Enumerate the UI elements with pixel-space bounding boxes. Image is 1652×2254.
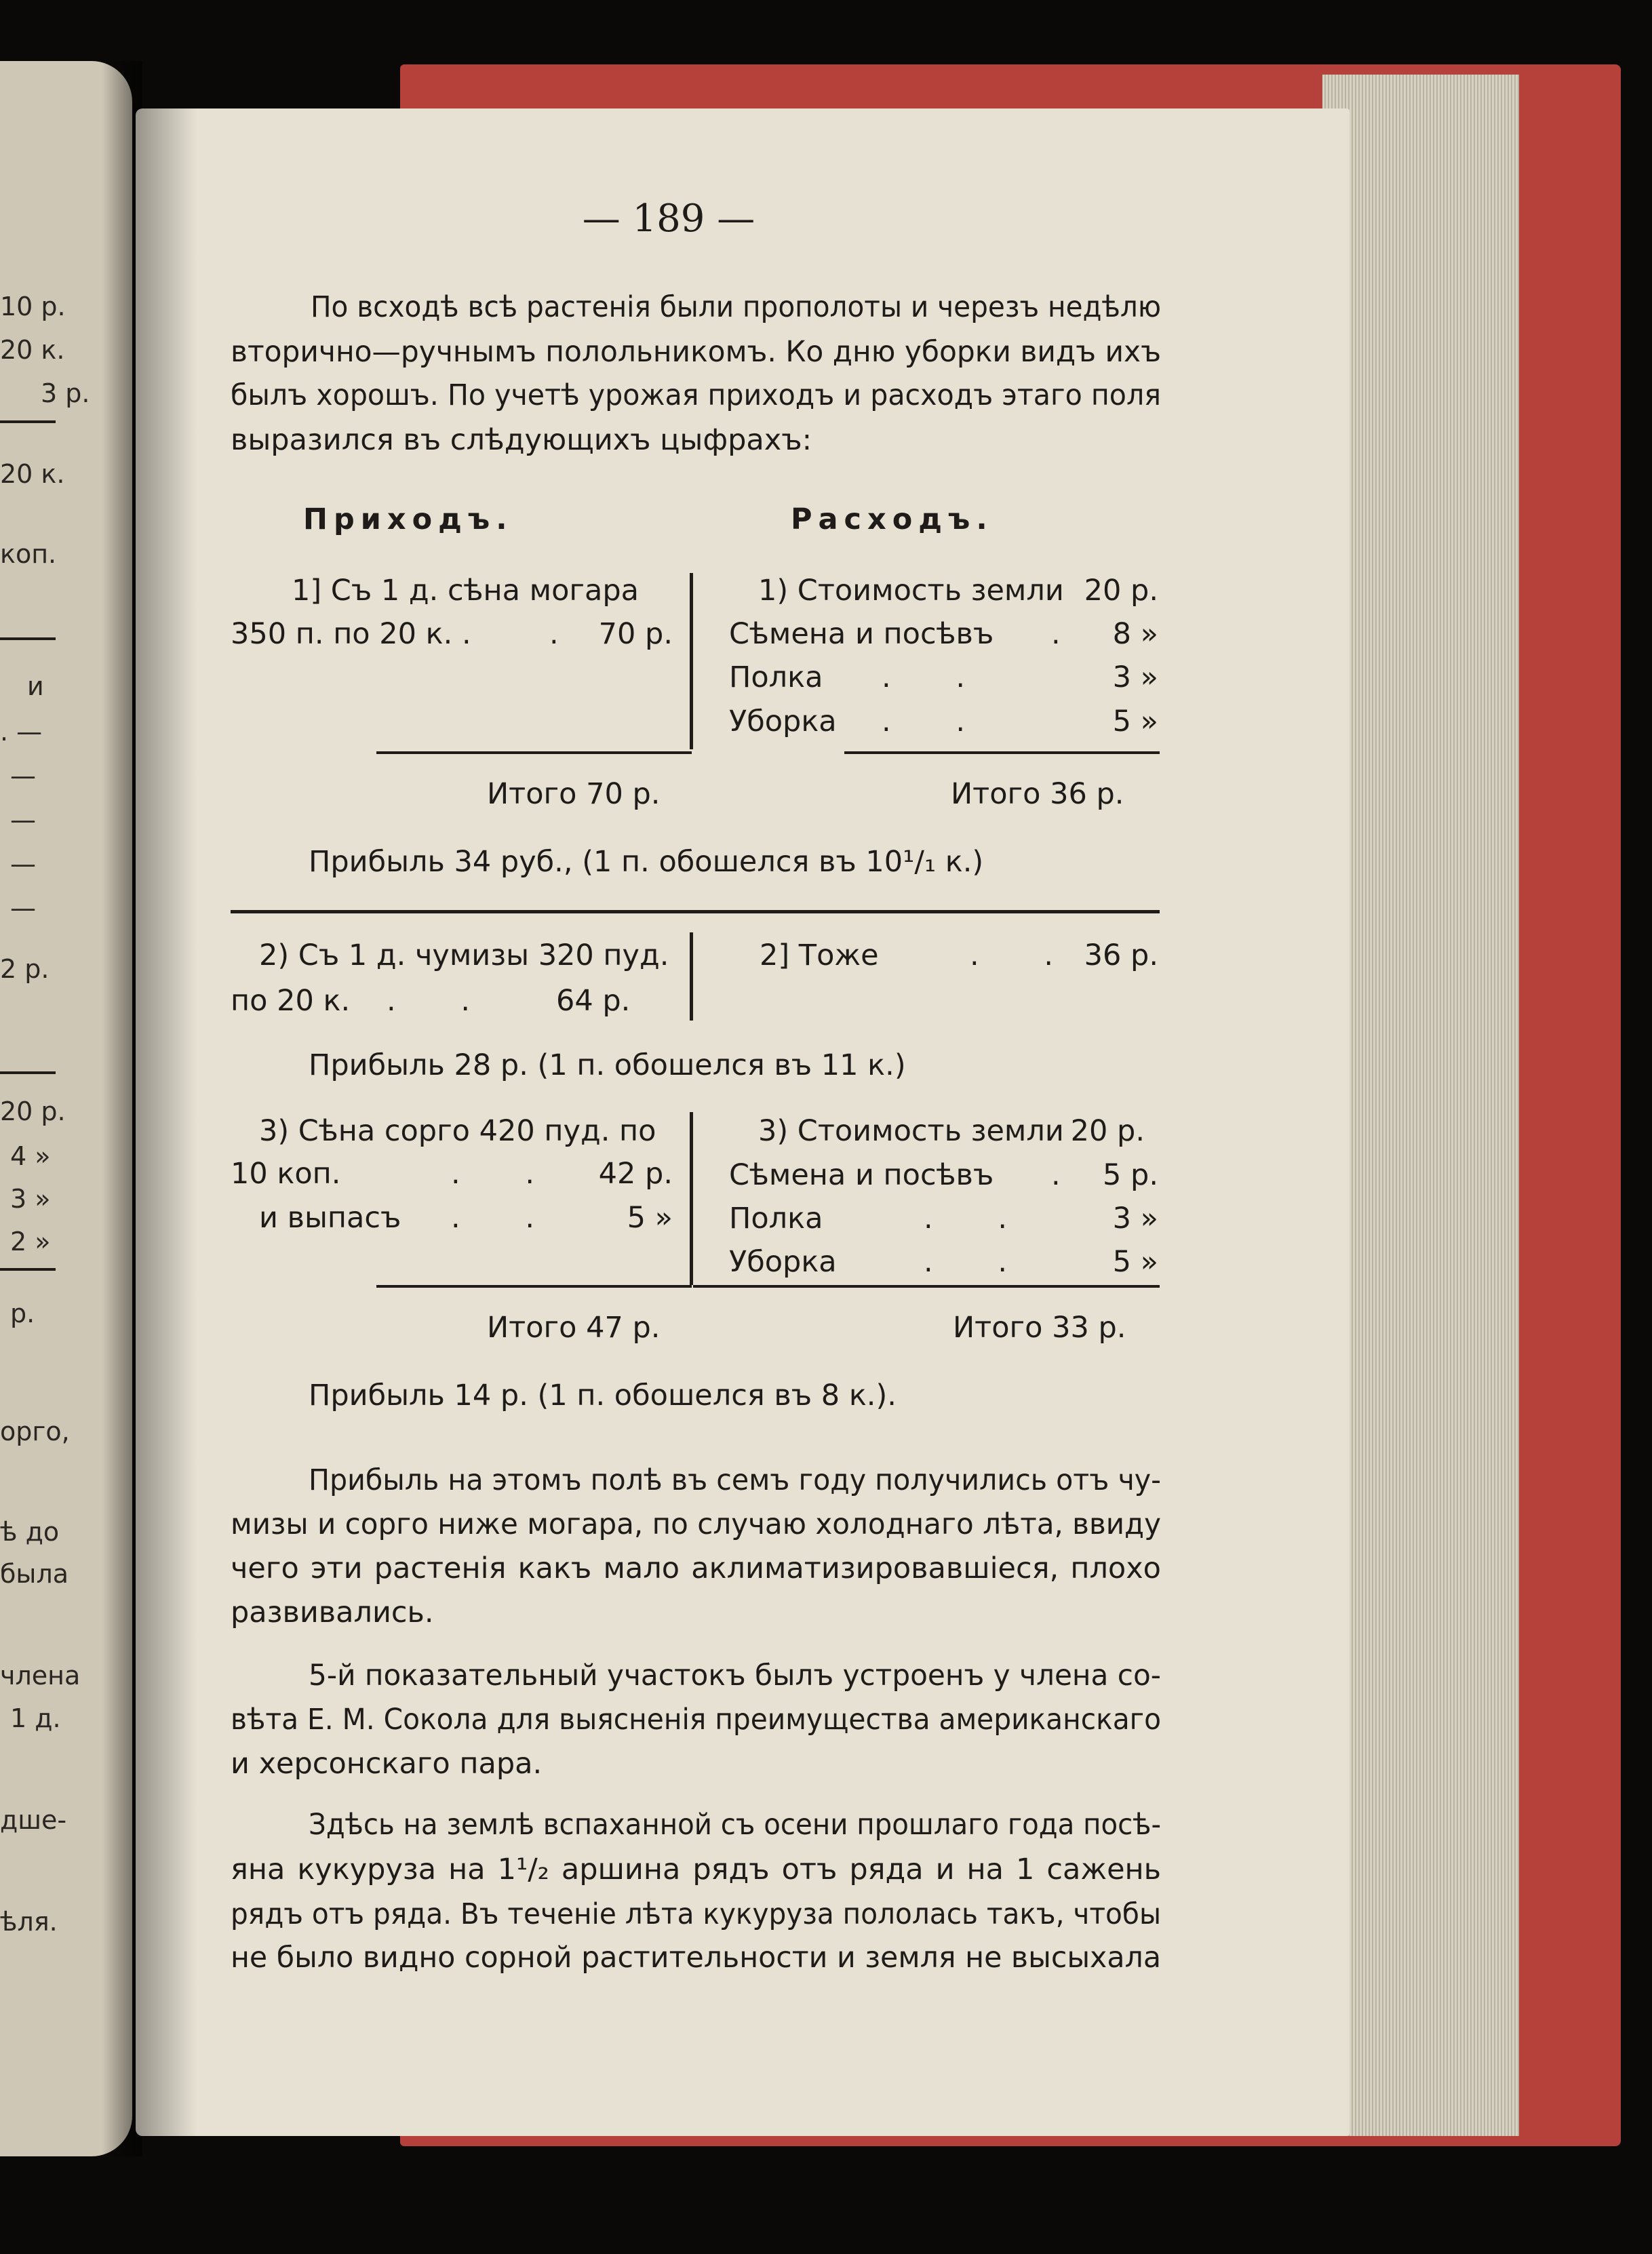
dots: . . (924, 1202, 1008, 1235)
income-value: 64 р. (556, 984, 631, 1018)
left-fragment: р. (10, 1299, 35, 1328)
income-line: 10 коп. (231, 1157, 341, 1191)
expense-value: 20 р. (1084, 574, 1158, 608)
expense-label: Уборка (729, 1245, 837, 1279)
left-fragment: 4 » (10, 1141, 51, 1171)
text-line: и херсонскаго пара. (231, 1747, 543, 1781)
income-line: 3) Сѣна сорго 420 пуд. по (259, 1114, 656, 1148)
text-line: 5-й показательный участокъ былъ устроенъ у члена со- (309, 1659, 1161, 1693)
expense-header: Расходъ. (791, 502, 994, 536)
text-line: Здѣсь на землѣ вспаханной съ осени прошлаго года посѣ- (309, 1808, 1161, 1842)
expense-total: Итого 36 р. (951, 777, 1124, 811)
sum-rule (844, 751, 1160, 754)
dots: . . (924, 1245, 1008, 1279)
left-fragment: 10 р. (0, 292, 66, 321)
expense-value: 3 » (1112, 1202, 1158, 1235)
column-divider (690, 932, 693, 1021)
left-fragment: — (10, 761, 36, 791)
column-divider (690, 1112, 693, 1285)
left-fragment: 20 к. (0, 459, 65, 489)
income-total: Итого 47 р. (487, 1311, 661, 1345)
income-line: и выпасъ (259, 1201, 401, 1235)
text-line: вторично—ручнымъ полольникомъ. Ко дню уборки видъ ихъ (231, 335, 1161, 369)
expense-value: 3 » (1112, 660, 1158, 694)
left-fragment: — (10, 893, 36, 923)
left-fragment: 20 р. (0, 1096, 66, 1126)
expense-label: 2] Тоже (760, 938, 879, 972)
income-line: по 20 к. (231, 984, 351, 1018)
expense-value: 5 р. (1103, 1158, 1158, 1192)
left-fragment: ѣ до (0, 1517, 60, 1547)
page-gutter-shadow (136, 108, 197, 2136)
left-fragment: — (10, 849, 36, 879)
dots: . (1051, 617, 1061, 651)
income-line: 2) Съ 1 д. чумизы 320 пуд. (259, 938, 669, 972)
income-line: 350 п. по 20 к. . (231, 617, 471, 651)
left-fragment: члена (0, 1661, 81, 1691)
income-line: 1] Съ 1 д. сѣна могара (292, 574, 639, 608)
income-value: 5 » (627, 1201, 673, 1235)
text-line: выразился въ слѣдующихъ цыфрахъ: (231, 423, 812, 457)
expense-value: 8 » (1112, 617, 1158, 651)
page-number: — 189 — (582, 197, 755, 241)
dots: . . (387, 984, 471, 1018)
income-value: 70 р. (598, 617, 673, 651)
dots: . . (451, 1201, 535, 1235)
text-line: не было видно сорной растительности и земля не высыхала (231, 1941, 1161, 1975)
text-line: развивались. (231, 1596, 434, 1629)
expense-value: 20 р. (1070, 1114, 1145, 1148)
left-fragment: . — (0, 717, 43, 747)
dots: . . (451, 1157, 535, 1191)
left-rule (0, 1268, 56, 1271)
income-total: Итого 70 р. (487, 777, 661, 811)
text-line: былъ хорошъ. По учетѣ урожая приходъ и расходъ этаго поля (231, 378, 1161, 412)
left-fragment: орго, (0, 1417, 70, 1446)
left-fragment: ѣля. (0, 1907, 58, 1937)
expense-value: 5 » (1112, 1245, 1158, 1279)
income-value: 42 р. (598, 1157, 673, 1191)
expense-total: Итого 33 р. (953, 1311, 1126, 1345)
expense-label: Сѣмена и посѣвъ (729, 617, 994, 651)
text-line: вѣта Е. М. Сокола для выясненія преимущества американскаго (231, 1703, 1161, 1737)
profit-line: Прибыль 28 р. (1 п. обошелся въ 11 к.) (309, 1048, 906, 1082)
expense-label: Полка (729, 660, 823, 694)
expense-value: 36 р. (1084, 938, 1158, 972)
text-line: Прибыль на этомъ полѣ въ семъ году получились отъ чу- (309, 1463, 1161, 1497)
profit-line: Прибыль 34 руб., (1 п. обошелся въ 10¹/₁ к.) (309, 845, 984, 879)
left-rule (0, 420, 56, 423)
left-fragment: 3 р. (41, 378, 90, 408)
profit-line: Прибыль 14 р. (1 п. обошелся въ 8 к.). (309, 1379, 897, 1412)
left-fragment: дше- (0, 1805, 67, 1835)
text-line: мизы и сорго ниже могара, по случаю холоднаго лѣта, ввиду (231, 1507, 1161, 1541)
left-fragment: — (10, 805, 36, 835)
sum-rule (376, 1285, 692, 1288)
sum-rule (693, 1285, 1160, 1288)
dots: . (549, 617, 559, 651)
income-header: Приходъ. (303, 502, 513, 536)
column-divider (690, 573, 693, 749)
dots: . . (970, 938, 1054, 972)
expense-label: Сѣмена и посѣвъ (729, 1158, 994, 1192)
expense-value: 5 » (1112, 705, 1158, 738)
text-line: рядъ отъ ряда. Въ теченіе лѣта кукуруза пололась такъ, чтобы (231, 1897, 1161, 1931)
dots: . (1051, 1158, 1061, 1192)
expense-label: 3) Стоимость земли (758, 1114, 1064, 1148)
left-fragment: 20 к. (0, 335, 65, 365)
page-edges (1322, 75, 1519, 2136)
left-fragment: 2 » (10, 1227, 51, 1257)
expense-label: Уборка (729, 705, 837, 738)
text-line: яна кукуруза на 1¹/₂ аршина рядъ отъ ряда и на 1 сажень (231, 1853, 1161, 1886)
left-fragment: и (27, 671, 44, 701)
text-line: По всходѣ всѣ растенія были прополоты и черезъ недѣлю (311, 290, 1161, 324)
section-rule (231, 910, 1160, 913)
text-line: чего эти растенія какъ мало аклиматизировавшіеся, плохо (231, 1551, 1161, 1585)
left-fragment: 3 » (10, 1184, 51, 1214)
expense-label: Полка (729, 1202, 823, 1235)
dots: . . (882, 660, 966, 694)
left-rule (0, 637, 56, 640)
left-fragment: 2 р. (0, 954, 50, 984)
dots: . . (882, 705, 966, 738)
left-fragment: 1 д. (10, 1703, 61, 1733)
sum-rule (376, 751, 692, 754)
left-fragment: была (0, 1559, 69, 1589)
expense-label: 1) Стоимость земли (758, 574, 1064, 608)
left-fragment: коп. (0, 539, 57, 569)
left-rule (0, 1071, 56, 1074)
